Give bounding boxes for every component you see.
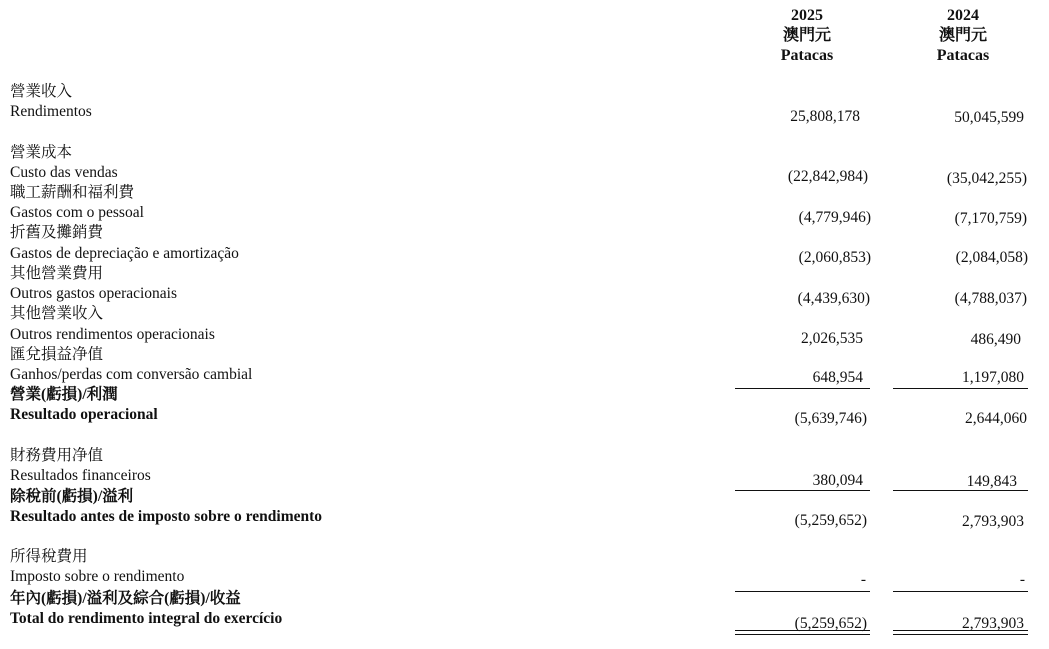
subtotal-rule-2025-total — [735, 591, 870, 592]
subtotal-rule-2024-total — [893, 591, 1028, 592]
label-pt-other-expenses: Outros gastos operacionais — [10, 285, 178, 302]
column-header-2024 — [883, 6, 1043, 66]
value-2025-staff-costs: (4,779,946) — [798, 209, 871, 226]
label-zh-cost-of-sales: 營業成本 — [10, 144, 73, 161]
currency-zh-2025: 澳門元 — [782, 27, 831, 44]
subtotal-rule-2025-pretax — [735, 490, 870, 491]
label-zh-total: 年內(虧損)/溢利及綜合(虧損)/收益 — [10, 590, 241, 607]
label-zh-finance: 財務費用净值 — [10, 447, 104, 464]
value-2024-staff-costs: (7,170,759) — [954, 210, 1027, 227]
label-pt-other-income: Outros rendimentos operacionais — [10, 326, 215, 343]
value-2024-pre-tax: 2,793,903 — [962, 513, 1024, 530]
subtotal-rule-2025-operating — [735, 388, 870, 389]
year-2024: 2024 — [947, 7, 979, 24]
label-pt-pre-tax: Resultado antes de imposto sobre o rendimento — [10, 508, 323, 525]
value-2025-fx: 648,954 — [812, 369, 863, 386]
value-2025-operating-result: (5,639,746) — [794, 410, 867, 427]
value-2025-other-income: 2,026,535 — [801, 330, 863, 347]
label-pt-operating-result: Resultado operacional — [10, 406, 158, 423]
value-2025-other-expenses: (4,439,630) — [797, 290, 870, 307]
value-2024-revenue: 50,045,599 — [954, 109, 1024, 126]
value-2025-revenue: 25,808,178 — [790, 108, 860, 125]
value-2025-depreciation: (2,060,853) — [798, 249, 871, 266]
label-zh-income-tax: 所得稅費用 — [10, 548, 88, 565]
label-pt-cost-of-sales: Custo das vendas — [10, 164, 118, 181]
label-pt-fx: Ganhos/perdas com conversão cambial — [10, 366, 253, 383]
value-2024-total: 2,793,903 — [962, 615, 1024, 632]
label-pt-total: Total do rendimento integral do exercício — [10, 610, 283, 627]
value-2025-income-tax: - — [860, 571, 866, 588]
value-2024-income-tax: - — [1019, 571, 1025, 588]
currency-pt-2024: Patacas — [936, 47, 990, 64]
label-zh-depreciation: 折舊及攤銷費 — [10, 224, 104, 241]
label-pt-income-tax: Imposto sobre o rendimento — [10, 568, 185, 585]
value-2024-other-expenses: (4,788,037) — [954, 290, 1027, 307]
currency-zh-2024: 澳門元 — [938, 27, 987, 44]
subtotal-rule-2024-operating — [893, 388, 1028, 389]
value-2024-depreciation: (2,084,058) — [955, 249, 1028, 266]
label-zh-other-expenses: 其他營業費用 — [10, 265, 104, 282]
column-header-2025 — [727, 6, 887, 66]
value-2024-fx: 1,197,080 — [962, 369, 1024, 386]
value-2024-cost-of-sales: (35,042,255) — [946, 170, 1027, 187]
value-2025-finance: 380,094 — [812, 472, 863, 489]
year-2025: 2025 — [791, 7, 823, 24]
total-double-rule-2024 — [893, 630, 1028, 635]
value-2025-pre-tax: (5,259,652) — [794, 512, 867, 529]
label-pt-finance: Resultados financeiros — [10, 467, 151, 484]
label-zh-fx: 匯兌損益净值 — [10, 346, 104, 363]
value-2024-other-income: 486,490 — [970, 331, 1021, 348]
total-double-rule-2025 — [735, 630, 870, 635]
label-zh-revenue: 營業收入 — [10, 83, 73, 100]
label-pt-staff-costs: Gastos com o pessoal — [10, 204, 144, 221]
label-pt-revenue: Rendimentos — [10, 103, 92, 120]
label-zh-staff-costs: 職工薪酬和福利費 — [10, 184, 135, 201]
label-zh-pre-tax: 除稅前(虧損)/溢利 — [10, 488, 134, 505]
currency-pt-2025: Patacas — [780, 47, 834, 64]
label-pt-depreciation: Gastos de depreciação e amortização — [10, 245, 239, 262]
subtotal-rule-2024-pretax — [893, 490, 1028, 491]
value-2024-operating-result: 2,644,060 — [965, 410, 1027, 427]
value-2025-total: (5,259,652) — [794, 615, 867, 632]
value-2024-finance: 149,843 — [966, 473, 1017, 490]
value-2025-cost-of-sales: (22,842,984) — [787, 168, 868, 185]
label-zh-operating-result: 營業(虧損)/利潤 — [10, 386, 118, 403]
label-zh-other-income: 其他營業收入 — [10, 305, 104, 322]
